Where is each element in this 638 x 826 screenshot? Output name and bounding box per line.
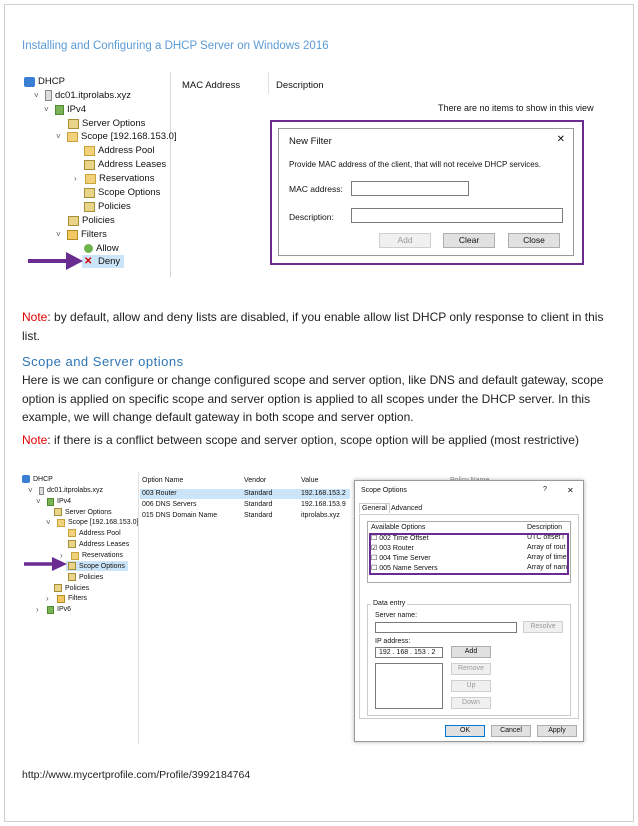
- mac-address-input[interactable]: [351, 181, 469, 196]
- option-desc: Array of time: [527, 554, 567, 561]
- data-entry-label: Data entry: [373, 600, 406, 607]
- ipv6-icon: [47, 606, 54, 614]
- note-1: [22, 308, 618, 345]
- leases-icon: [68, 540, 76, 548]
- tree-policies[interactable]: [54, 584, 89, 592]
- dialog-instruction: Provide MAC address of the client, that will not receive DHCP services.: [289, 160, 541, 169]
- tree-label: IPv6: [57, 606, 72, 613]
- tree-address-pool[interactable]: [84, 145, 155, 156]
- tree-label: Filters: [81, 229, 107, 240]
- col-value[interactable]: Value: [301, 477, 319, 484]
- chevron-down-icon: ˅: [36, 497, 41, 506]
- policies-icon: [84, 202, 95, 212]
- tree-filters[interactable]: [56, 229, 107, 240]
- tree-server-options[interactable]: [68, 118, 145, 129]
- ip-address-input[interactable]: 192 . 168 . 153 . 2: [375, 647, 443, 658]
- tree-label: Address Leases: [79, 540, 130, 548]
- option-name: 003 Router: [379, 545, 414, 552]
- folder-icon: [71, 552, 79, 560]
- ip-list[interactable]: [375, 663, 443, 709]
- tree-label: Reservations: [99, 173, 155, 184]
- table-cell: itprolabs.xyz: [301, 512, 340, 519]
- options-icon: [68, 119, 79, 129]
- up-button[interactable]: Up: [451, 680, 491, 692]
- tree-label: Allow: [96, 243, 119, 254]
- tree-scope-policies[interactable]: [68, 573, 103, 581]
- tree-scope-policies[interactable]: [84, 201, 131, 212]
- chevron-down-icon: ˅: [44, 105, 49, 114]
- option-name: 005 Name Servers: [379, 565, 438, 572]
- chevron-down-icon: ˅: [46, 518, 51, 527]
- table-cell: 192.168.153.9: [301, 501, 346, 508]
- server-name-input[interactable]: [375, 622, 517, 633]
- table-cell: 192.168.153.2: [301, 490, 346, 497]
- ipv4-icon: [47, 498, 54, 506]
- apply-button[interactable]: Apply: [537, 725, 577, 737]
- tree-policies[interactable]: [68, 215, 115, 226]
- chevron-right-icon: ›: [46, 594, 49, 603]
- options-icon: [54, 508, 62, 516]
- tree-ipv6[interactable]: [36, 605, 71, 614]
- folder-icon: [57, 519, 65, 527]
- dhcp-icon: [22, 475, 30, 483]
- scope-options-dialog: [354, 480, 584, 742]
- dhcp-icon: [24, 77, 35, 87]
- chevron-right-icon: ›: [60, 551, 63, 560]
- table-cell[interactable]: 006 DNS Servers: [142, 501, 197, 508]
- tree-label: Policies: [65, 584, 90, 592]
- chevron-down-icon: ˅: [34, 91, 39, 100]
- description-header: Description: [527, 524, 563, 531]
- tree-label: Scope Options: [98, 187, 161, 198]
- tree-address-leases[interactable]: [84, 159, 166, 170]
- tree-label: DHCP: [38, 76, 65, 87]
- tree-dhcp[interactable]: [22, 475, 53, 483]
- section-paragraph: Here is we can configure or change configured scope and server option, like DNS and default gateway, scope option is applied on specific scope and server option is applied to all scopes under the DHCP server. In this example, we will change default gateway in both scope and server option.: [22, 373, 604, 424]
- server-icon: [45, 90, 52, 101]
- chevron-down-icon: ˅: [28, 486, 33, 495]
- tree-ipv4[interactable]: [36, 497, 71, 506]
- tree-label: Policies: [79, 573, 104, 581]
- server-name-label: Server name:: [375, 612, 418, 619]
- col-mac-address[interactable]: MAC Address: [182, 80, 241, 91]
- option-row[interactable]: ☑ 003 Router: [371, 545, 414, 552]
- leases-icon: [84, 160, 95, 170]
- tree-dhcp[interactable]: [24, 76, 65, 87]
- tree-label: IPv4: [57, 498, 72, 505]
- tree-scope-options[interactable]: [66, 561, 128, 571]
- tree-reservations[interactable]: [60, 551, 123, 560]
- help-icon[interactable]: ?: [543, 486, 547, 493]
- option-row[interactable]: ☐ 002 Time Offset: [371, 535, 429, 542]
- mac-label: MAC address:: [289, 184, 343, 194]
- tree-address-pool[interactable]: [68, 529, 121, 537]
- tree-label: Address Pool: [98, 145, 155, 156]
- empty-message: There are no items to show in this view: [438, 103, 594, 113]
- cancel-button[interactable]: Cancel: [491, 725, 531, 737]
- arrow-icon: [22, 556, 68, 572]
- col-option-name[interactable]: Option Name: [142, 477, 184, 484]
- tree-reservations[interactable]: [74, 173, 154, 184]
- table-cell: Standard: [244, 501, 273, 508]
- tree-label: Scope Options: [79, 562, 125, 570]
- clear-button[interactable]: Clear: [443, 233, 495, 248]
- tree-label: IPv4: [67, 104, 87, 115]
- tree-scope[interactable]: [46, 518, 138, 527]
- server-icon: [39, 487, 44, 495]
- ok-button[interactable]: OK: [445, 725, 485, 737]
- tree-label: Policies: [98, 201, 131, 212]
- policies-icon: [68, 573, 76, 581]
- folder-icon: [84, 146, 95, 156]
- note-2: [22, 431, 618, 450]
- ip-label: IP address:: [375, 638, 411, 645]
- tree-ipv4[interactable]: [44, 104, 86, 115]
- tree-server[interactable]: [34, 90, 131, 101]
- figure-2: [20, 472, 586, 744]
- table-cell: Standard: [244, 490, 273, 497]
- option-desc: UTC offset i: [527, 534, 564, 541]
- tree-label: dc01.itprolabs.xyz: [47, 487, 104, 494]
- tree-label: Server Options: [65, 508, 112, 516]
- tree-label: Server Options: [82, 118, 146, 129]
- tab-advanced[interactable]: Advanced: [391, 505, 423, 512]
- option-name: 002 Time Offset: [379, 535, 429, 542]
- table-cell: Standard: [244, 512, 273, 519]
- col-vendor[interactable]: Vendor: [244, 477, 267, 484]
- table-cell[interactable]: 015 DNS Domain Name: [142, 512, 218, 519]
- option-desc: Array of rout: [527, 544, 566, 551]
- option-row[interactable]: ☐ 005 Name Servers: [371, 565, 438, 572]
- tree-scope-options[interactable]: [84, 187, 160, 198]
- tree-label: Policies: [82, 215, 115, 226]
- deny-x-icon: ✕: [84, 256, 93, 267]
- tree-label: Reservations: [82, 552, 123, 559]
- tab-general[interactable]: General: [359, 503, 390, 513]
- tree-label: Deny: [98, 256, 121, 267]
- chevron-right-icon: ›: [36, 605, 39, 614]
- close-icon[interactable]: ✕: [567, 486, 574, 495]
- dialog-title: Scope Options: [361, 487, 407, 494]
- filter-icon: [57, 595, 65, 603]
- tree-scope[interactable]: [56, 131, 177, 142]
- note-label: Note: [22, 433, 48, 447]
- note-text: : by default, allow and deny lists are disabled, if you enable allow list DHCP only response to client in this list.: [22, 310, 604, 343]
- highlight-box: [369, 533, 569, 575]
- options-icon: [68, 562, 76, 570]
- figure-1: [20, 72, 595, 277]
- tree-label: DHCP: [33, 475, 53, 483]
- new-filter-dialog: [278, 128, 574, 256]
- available-options-header: Available Options: [371, 524, 426, 531]
- chevron-down-icon: ˅: [56, 132, 61, 141]
- tree-server[interactable]: [28, 486, 103, 495]
- folder-icon: [68, 529, 76, 537]
- tree-address-leases[interactable]: [68, 540, 129, 548]
- tree-label: Address Leases: [98, 159, 167, 170]
- option-name: 004 Time Server: [379, 555, 431, 562]
- doc-title: Installing and Configuring a DHCP Server on Windows 2016: [22, 40, 329, 52]
- tree-filters[interactable]: [46, 594, 87, 603]
- filter-icon: [67, 230, 78, 240]
- tree-server-options[interactable]: [54, 508, 112, 516]
- ipv4-icon: [55, 105, 64, 115]
- resolve-button[interactable]: Resolve: [523, 621, 563, 633]
- table-cell[interactable]: 003 Router: [142, 490, 177, 497]
- remove-button[interactable]: Remove: [451, 663, 491, 675]
- footer-url[interactable]: http://www.mycertprofile.com/Profile/3992184764: [22, 769, 251, 781]
- options-icon: [84, 188, 95, 198]
- policies-icon: [54, 584, 62, 592]
- check-icon: [84, 244, 93, 253]
- policies-icon: [68, 216, 79, 226]
- down-button[interactable]: Down: [451, 697, 491, 709]
- section-heading: Scope and Server options: [22, 354, 184, 369]
- tree-label: dc01.itprolabs.xyz: [55, 90, 132, 101]
- note-text: : if there is a conflict between scope and server option, scope option will be applied (most restrictive): [47, 433, 579, 447]
- add-button[interactable]: Add: [451, 646, 491, 658]
- tree-deny[interactable]: [82, 255, 124, 268]
- dialog-title: New Filter: [289, 136, 332, 147]
- option-row[interactable]: ☐ 004 Time Server: [371, 555, 431, 562]
- chevron-right-icon: ›: [74, 174, 77, 183]
- tree-allow[interactable]: [84, 243, 119, 254]
- chevron-down-icon: ˅: [56, 230, 61, 239]
- folder-icon: [85, 174, 96, 184]
- description-input[interactable]: [351, 208, 563, 223]
- description-label: Description:: [289, 212, 334, 222]
- option-desc: Array of nam: [527, 564, 568, 571]
- close-button[interactable]: Close: [508, 233, 560, 248]
- arrow-icon: [26, 251, 84, 271]
- add-button[interactable]: Add: [379, 233, 431, 248]
- tree-label: Address Pool: [79, 529, 121, 537]
- note-label: Note: [22, 310, 48, 324]
- tree-label: Filters: [68, 595, 88, 602]
- tree-label: Scope [192.168.153.0]: [68, 519, 139, 526]
- tree-label: Scope [192.168.153.0]: [81, 131, 177, 142]
- close-icon[interactable]: ✕: [556, 134, 565, 145]
- col-description[interactable]: Description: [276, 80, 324, 91]
- folder-icon: [67, 132, 78, 142]
